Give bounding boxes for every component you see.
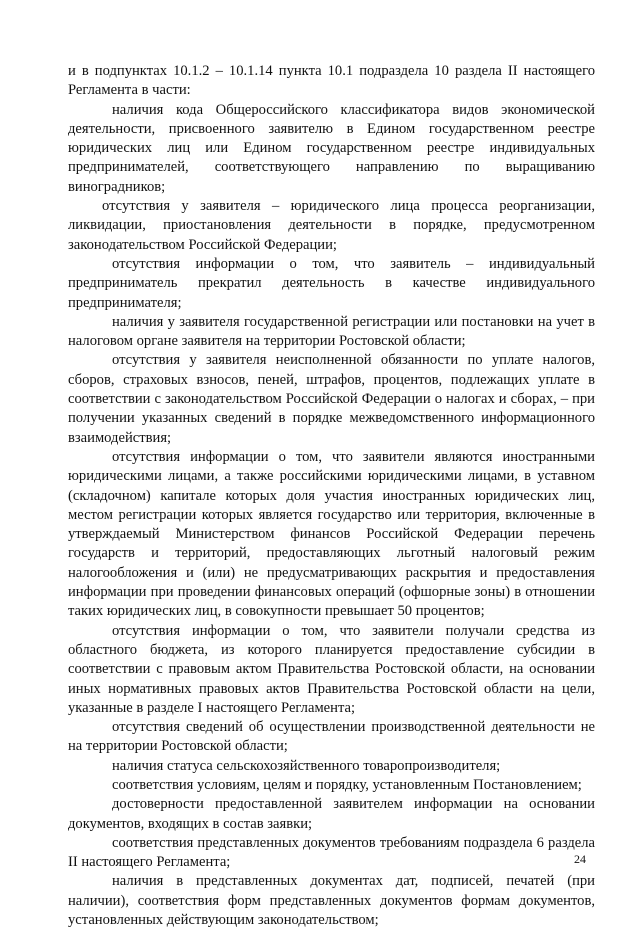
paragraph-agricultural-status: наличия статуса сельскохозяйственного товаропроизводителя; [112, 757, 501, 774]
paragraph-information-accuracy: достоверности предоставленной заявителем информации на основании документов, входящих в состав заявки; [68, 796, 595, 832]
paragraph-production-territory: отсутствия сведений об осуществлении производственной деятельности не на территории Ростовской области; [68, 719, 595, 755]
paragraph-conditions-compliance: соответствия условиям, целям и порядку, установленным Постановлением; [112, 776, 582, 793]
paragraph-continuation: и в подпунктах 10.1.2 – 10.1.14 пункта 10.1 подраздела 10 раздела II настоящего Регламента в части: [68, 63, 595, 99]
paragraph-okved-code: наличия кода Общероссийского классификатора видов экономической деятельности, присвоенного заявителю в Едином государственном реестре юридических лиц или Едином государственном реестре индивидуальных предпринимателей, соответствующего направлению по выращиванию виноградников; [68, 101, 595, 195]
paragraph-foreign-entities: отсутствия информации о том, что заявители являются иностранными юридическими лицами, а также российскими юридическими лицами, в уставном (складочном) капитале которых доля участия иностранных юридических лиц, местом регистрации которых является государство или территория, включенные в утверждаемый Министерством финансов Российской Федерации перечень государств и территорий, предоставляющих льготный налоговый режим налогообложения и (или) не предусматривающих раскрытия и предоставления информации при проведении финансовых операций (офшорные зоны) в отношении таких юридических лиц, в совокупности превышает 50 процентов; [68, 448, 595, 620]
paragraph-entrepreneur-status: отсутствия информации о том, что заявитель – индивидуальный предприниматель прекратил деятельность в качестве индивидуального предпринимателя; [68, 255, 595, 311]
page-number: 24 [574, 852, 586, 866]
paragraph-tax-registration: наличия у заявителя государственной регистрации или постановки на учет в налоговом органе заявителя на территории Ростовской области; [68, 313, 595, 350]
paragraph-regional-budget: отсутствия информации о том, что заявители получали средства из областного бюджета, из которого планируется предоставление субсидии в соответствии с правовым актом Правительства Ростовской области, на основании иных нормативных правовых актов Правительства Ростовской области на цели, указанные в разделе I настоящего Регламента; [68, 622, 595, 716]
document-body [68, 62, 595, 930]
paragraph-document-forms: наличия в представленных документах дат, подписей, печатей (при наличии), соответствия форм представленных документов формам документов, установленных действующим законодательством; [68, 873, 595, 929]
paragraph-reorganization: отсутствия у заявителя – юридического лица процесса реорганизации, ликвидации, приостановления деятельности в порядке, предусмотренном законодательством Российской Федерации; [68, 198, 595, 253]
paragraph-tax-debts: отсутствия у заявителя неисполненной обязанности по уплате налогов, сборов, страховых взносов, пеней, штрафов, процентов, подлежащих уплате в соответствии с законодательством Российской Федерации о налогах и сборах, – при получении указанных сведений в порядке межведомственного информационного взаимодействия; [68, 352, 595, 446]
paragraph-document-requirements: соответствия представленных документов требованиям подраздела 6 раздела II настоящего Регламента; [68, 834, 595, 871]
